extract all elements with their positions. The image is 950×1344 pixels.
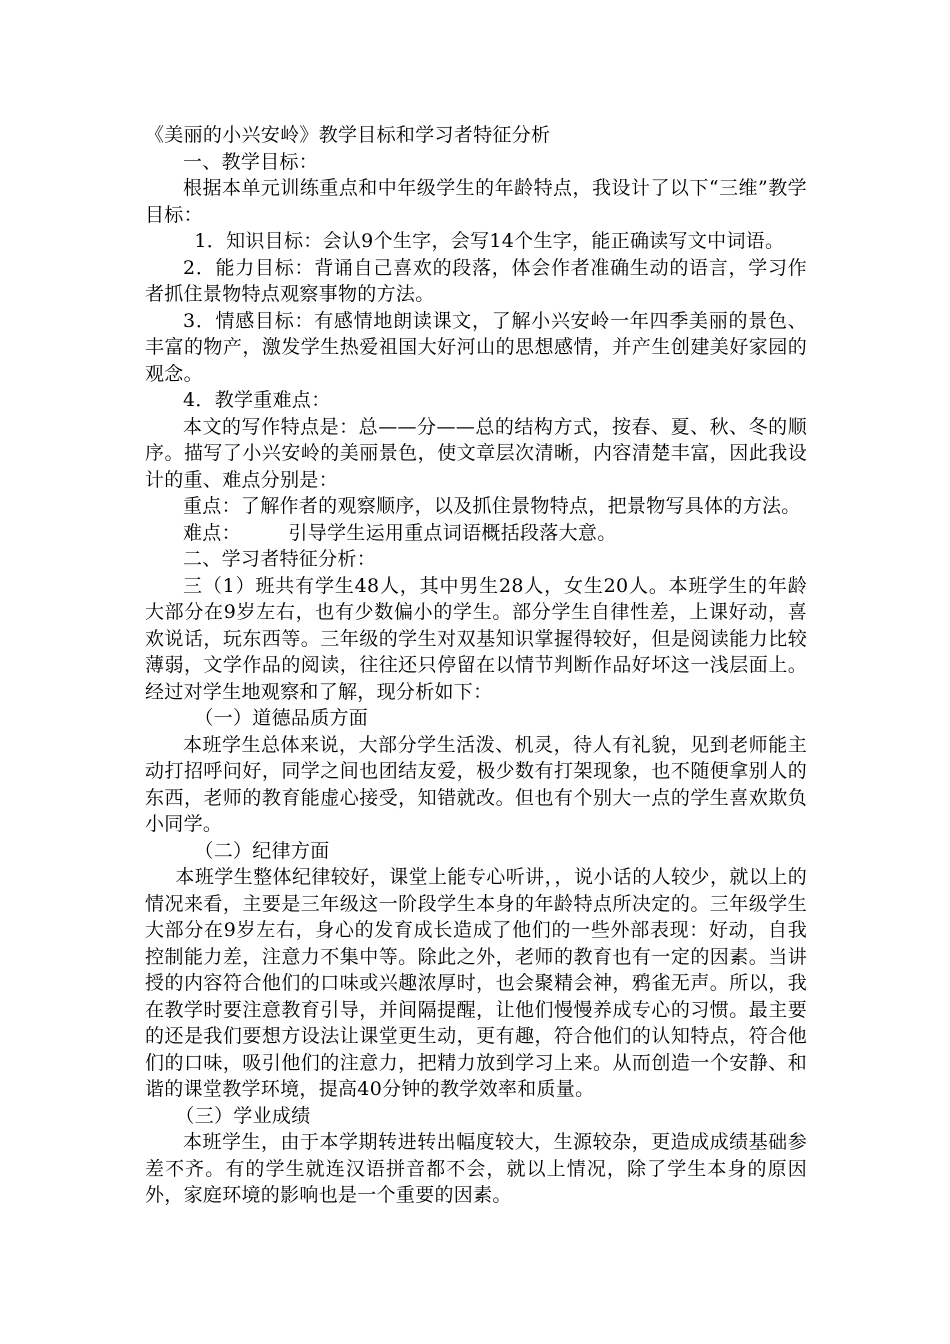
class-overview-paragraph: 三（1）班共有学生48人，其中男生28人，女生20人。本班学生的年龄大部分在9岁左右，也有少数偏小的学生。部分学生自律性差，上课好动，喜欢说话，玩东西等。三年级的学生对双基知识掌握得较好，但是阅读能力比较薄弱，文学作品的阅读，往往还只停留在以情节判断作品好坏这一浅层面上。经过对学生地观察和了解，现分析如下： [145, 574, 807, 703]
document-body [145, 122, 807, 1209]
difficult-label: 难点： [183, 521, 241, 544]
academic-paragraph: 本班学生，由于本学期转进转出幅度较大，生源较杂，更造成成绩基础参差不齐。有的学生就连汉语拼音都不会，就以上情况，除了学生本身的原因外，家庭环境的影响也是一个重要的因素。 [145, 1131, 807, 1206]
moral-paragraph: 本班学生总体来说，大部分学生活泼、机灵，待人有礼貌，见到老师能主动打招呼问好，同学之间也团结友爱，极少数有打架现象，也不随便拿别人的东西，老师的教育能虚心接受，知错就改。但也有个别大一点的学生喜欢欺负小同学。 [145, 733, 807, 835]
subsection-heading-moral: （一）道德品质方面 [194, 707, 369, 729]
goal-ability: 2．能力目标：背诵自己喜欢的段落，体会作者准确生动的语言，学习作者抓住景物特点观察事物的方法。 [145, 256, 807, 305]
section-heading-learner-analysis: 二、学习者特征分析： [183, 548, 377, 570]
section-heading-teaching-goals: 一、教学目标： [183, 150, 319, 173]
writing-feature-paragraph: 本文的写作特点是：总——分——总的结构方式，按春、夏、秋、冬的顺序。描写了小兴安岭的美丽景色，使文章层次清晰，内容清楚丰富，因此我设计的重、难点分别是： [145, 415, 807, 491]
goal-knowledge: 1．知识目标：会认9个生字，会写14个生字，能正确读写文中词语。 [194, 230, 785, 252]
intro-paragraph: 根据本单元训练重点和中年级学生的年龄特点，我设计了以下“三维”教学目标： [145, 177, 807, 226]
difficult-point-paragraph [145, 520, 807, 547]
difficult-text: 引导学生运用重点词语概括段落大意。 [288, 521, 617, 544]
discipline-paragraph: 本班学生整体纪律较好，课堂上能专心听讲，，说小话的人较少，就以上的情况来看，主要是三年级这一阶段学生本身的年龄特点所决定的。三年级学生大部分在9岁左右，身心的发育成长造成了他们的一些外部表现：好动，自我控制能力差，注意力不集中等。除此之外，老师的教育也有一定的因素。当讲授的内容符合他们的口味或兴趣浓厚时，也会聚精会神，鸦雀无声。所以，我在教学时要注意教育引导，并间隔提醒，让他们慢慢养成专心的习惯。最主要的还是我们要想方设法让课堂更生动，更有趣，符合他们的认知特点，符合他们的口味，吸引他们的注意力，把精力放到学习上来。从而创造一个安静、和谐的课堂教学环境，提高40分钟的教学效率和质量。 [145, 866, 807, 1100]
subsection-heading-discipline: （二）纪律方面 [194, 839, 330, 862]
subsection-heading-academic: （三）学业成绩 [175, 1104, 311, 1127]
goal-emotion: 3．情感目标：有感情地朗读课文，了解小兴安岭一年四季美丽的景色、丰富的物产，激发学生热爱祖国大好河山的思想感情，并产生创建美好家园的观念。 [145, 309, 807, 385]
key-point-paragraph: 重点：了解作者的观察顺序，以及抓住景物特点，把景物写具体的方法。 [183, 495, 801, 517]
document-title: 《美丽的小兴安岭》教学目标和学习者特征分析 [145, 124, 551, 146]
goal-key-difficult-heading: 4．教学重难点： [183, 389, 331, 411]
